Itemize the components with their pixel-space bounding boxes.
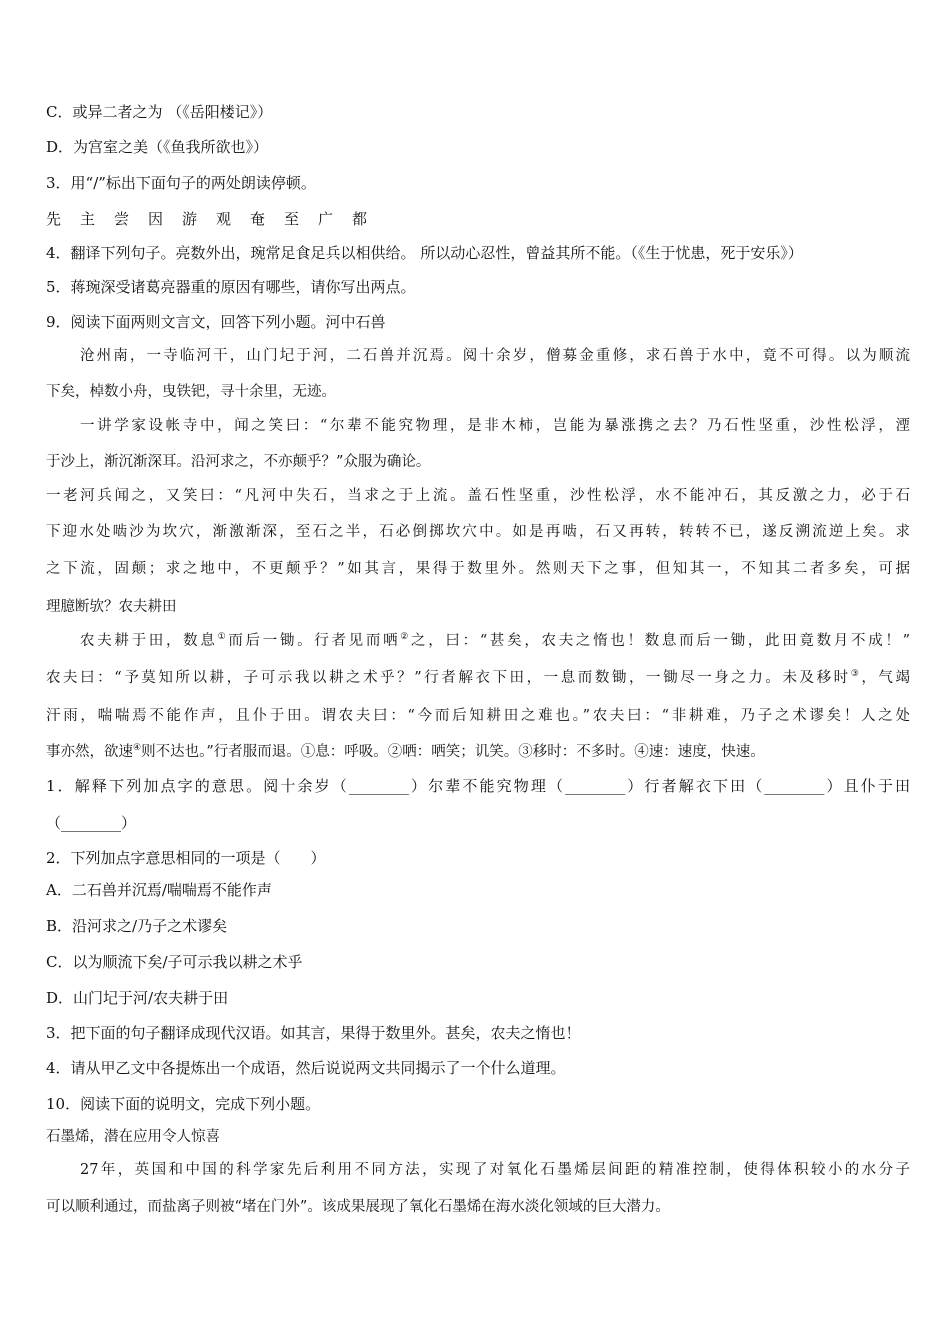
passage-a-para1-line2: 下矣，棹数小舟，曳铁钯，寻十余里，无迹。: [46, 384, 336, 400]
option-d-yuwosuoyu: D．为宫室之美（《鱼我所欲也》）: [46, 138, 269, 156]
pause-char: 游: [182, 210, 198, 228]
article-para1-line1: 27年，英国和中国的科学家先后利用不同方法，实现了对氧化石墨烯层间距的精准控制，使得体积较小的水分子: [80, 1162, 910, 1178]
footnote-marker: ②: [400, 632, 412, 642]
question-10-heading: 10．阅读下面的说明文，完成下列小题。: [46, 1095, 321, 1113]
option-c-yueyanglou: C．或异二者之为 （《岳阳楼记》）: [46, 103, 273, 121]
pause-char: 观: [216, 210, 232, 228]
text-segment: 事亦然，欲速: [46, 744, 133, 760]
question-5: 5．蒋琬深受诸葛亮器重的原因有哪些，请你写出两点。: [46, 278, 416, 296]
q1-explain-words: 1．解释下列加点字的意思。阅十余岁（________）尔辈不能究物理（________）行者解衣下田（________）且仆于田: [46, 777, 910, 795]
q1-blank-continuation: （________）: [46, 814, 137, 832]
question-9-heading: 9．阅读下面两则文言文，回答下列小题。河中石兽: [46, 313, 386, 331]
q2-stem: 2．下列加点字意思相同的一项是（ ）: [46, 849, 326, 867]
article-para1-line2: 可以顺利通过，而盐离子则被“堵在门外”。该成果展现了氧化石墨烯在海水淡化领域的巨大潜力。: [46, 1199, 670, 1215]
article-title: 石墨烯，潜在应用令人惊喜: [46, 1129, 220, 1145]
pause-char: 尝: [114, 210, 130, 228]
text-segment: 农夫耕于田，数息: [80, 633, 218, 649]
pause-sentence: [46, 209, 910, 229]
q3-translate: 3．把下面的句子翻译成现代汉语。如其言，果得于数里外。甚矣，农夫之惰也！: [46, 1024, 581, 1042]
text-segment: 农夫曰：“予莫知所以耕，子可示我以耕之术乎？”行者解衣下田，一息而数锄，一锄尽一身之力。未及移时: [46, 670, 851, 686]
passage-b-title: 理臆断欤？农夫耕田: [46, 599, 177, 615]
pause-char: 广: [318, 210, 334, 228]
question-4-translate: 4．翻译下列句子。亮数外出，琬常足食足兵以相供给。 所以动心忍性，曾益其所不能。（《生于忧患，死于安乐》）: [46, 244, 803, 262]
question-3-pause: 3．用“/”标出下面句子的两处朗读停顿。: [46, 174, 316, 192]
passage-b-line2: [46, 668, 910, 688]
pause-char: 奄: [250, 210, 266, 228]
footnote-marker: ③: [850, 669, 862, 679]
passage-b-line3: 汗雨，喘喘焉不能作声，且仆于田。谓农夫曰：“今而后知耕田之难也。”农夫曰：“非耕难，乃子之术谬矣！人之处: [46, 708, 910, 724]
pause-char: 都: [352, 210, 368, 228]
footnote-marker: ①: [217, 632, 229, 642]
text-segment: 则不达也。”行者服而退。①息：呼吸。②哂：哂笑；讥笑。③移时：不多时。④速：速度，快速。: [141, 744, 765, 760]
passage-a-para2-line2: 于沙上，渐沉渐深耳。沿河求之，不亦颠乎？”众服为确论。: [46, 454, 431, 470]
q2-option-c: C．以为顺流下矣/子可示我以耕之术乎: [46, 953, 303, 971]
passage-a-para3-line3: 之下流，固颠；求之地中，不更颠乎？”如其言，果得于数里外。然则天下之事，但知其一，不知其二者多矣，可据: [46, 561, 910, 577]
pause-char: 先: [46, 210, 62, 228]
passage-b-line4: [46, 742, 910, 762]
text-segment: ，气竭: [861, 670, 910, 686]
text-segment: 而后一锄。行者见而哂: [228, 633, 401, 649]
q2-option-a: A．二石兽并沉焉/喘喘焉不能作声: [46, 881, 272, 899]
text-segment: 之，曰：“甚矣，农夫之惰也！数息而后一锄，此田竟数月不成！”: [411, 633, 911, 649]
q2-option-d: D．山门圮于河/农夫耕于田: [46, 989, 229, 1007]
passage-b-line1: [80, 631, 910, 651]
pause-char: 至: [284, 210, 300, 228]
footnote-marker: ④: [133, 743, 142, 753]
passage-a-para3-line1: 一老河兵闻之，又笑曰：“凡河中失石，当求之于上流。盖石性坚重，沙性松浮，水不能冲石，其反激之力，必于石: [46, 488, 910, 504]
pause-char: 因: [148, 210, 164, 228]
pause-char: 主: [80, 210, 96, 228]
passage-a-para3-line2: 下迎水处啮沙为坎穴，渐激渐深，至石之半，石必倒掷坎穴中。如是再啮，石又再转，转转不已，遂反溯流逆上矣。求: [46, 524, 910, 540]
q4-idiom: 4．请从甲乙文中各提炼出一个成语，然后说说两文共同揭示了一个什么道理。: [46, 1059, 566, 1077]
passage-a-para1-line1: 沧州南，一寺临河干，山门圮于河，二石兽并沉焉。阅十余岁，僧募金重修，求石兽于水中，竟不可得。以为顺流: [80, 348, 910, 364]
q2-option-b: B．沿河求之/乃子之术谬矣: [46, 917, 228, 935]
passage-a-para2-line1: 一讲学家设帐寺中，闻之笑曰：“尔辈不能究物理，是非木柿，岂能为暴涨携之去？乃石性坚重，沙性松浮，湮: [80, 418, 910, 434]
